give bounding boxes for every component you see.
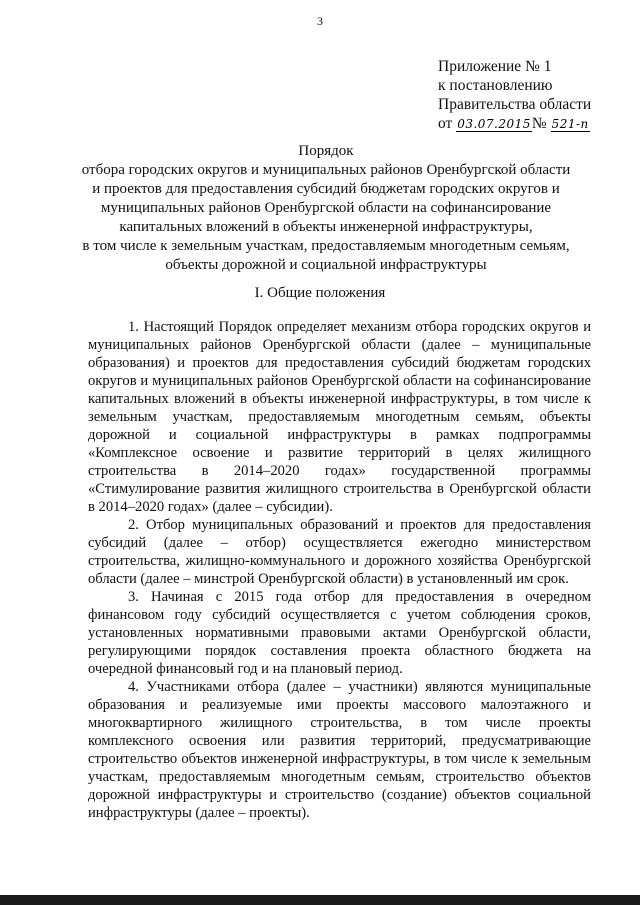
title-line: и проектов для предоставления субсидий бюджетам городских округов и bbox=[92, 181, 560, 197]
document-body bbox=[88, 318, 591, 822]
handwritten-date: 03.07.2015 bbox=[457, 117, 531, 131]
paragraph-1: 1. Настоящий Порядок определяет механизм отбора городских округов и муниципальных районов Оренбургской области (далее – муниципальные образования) и проектов для предоставления субсидий бюджетам городских округов и муниципальных районов Оренбургской области на софинансирование капитальных вложений в объекты инженерной инфраструктуры, в том числе к земельным участкам, предоставляемым многодетным семьям, объекты дорожной и социальной инфраструктуры в рамках подпрограммы «Комплексное освоение и развитие территорий в целях жилищного строительства в 2014–2020 годах» государственной программы «Стимулирование развития жилищного строительства в Оренбургской области в 2014–2020 годах» (далее – субсидии). bbox=[88, 319, 591, 515]
appendix-date-line bbox=[438, 114, 591, 134]
section-heading: I. Общие положения bbox=[254, 285, 386, 301]
date-prefix: от bbox=[438, 115, 453, 132]
paragraph-3: 3. Начиная с 2015 года отбор для предоставления в очередном финансовом году субсидий осуществляется с учетом соблюдения сроков, установленных нормативными правовыми актами Оренбургской области, регулирующими порядок составления проекта областного бюджета на очередной финансовый год и на плановый период. bbox=[88, 589, 591, 677]
title-line: муниципальных районов Оренбургской области на софинансирование bbox=[100, 200, 552, 216]
appendix-block bbox=[438, 57, 591, 134]
title-heading: Порядок bbox=[298, 143, 354, 159]
document-title bbox=[60, 142, 592, 275]
appendix-title: Приложение № 1 bbox=[438, 58, 552, 75]
handwritten-number: 521-п bbox=[551, 117, 589, 131]
title-line: объекты дорожной и социальной инфраструктуры bbox=[165, 257, 487, 273]
appendix-ref-line: к постановлению bbox=[438, 77, 553, 94]
paragraph-4: 4. Участниками отбора (далее – участники) являются муниципальные образования и реализуемые ими проекты массового малоэтажного и многоквартирного жилищного строительства, в том числе проекты комплексного освоения или развития территорий, предусматривающие строительство объектов инженерной инфраструктуры, в том числе к земельным участкам, предоставляемым многодетным семьям, строительство объектов дорожной инфраструктуры и строительство (создание) объектов социальной инфраструктуры (далее – проекты). bbox=[88, 679, 591, 821]
page-number: 3 bbox=[317, 14, 323, 28]
appendix-authority: Правительства области bbox=[438, 96, 592, 113]
title-line: отбора городских округов и муниципальных районов Оренбургской области bbox=[81, 162, 571, 178]
title-line: в том числе к земельным участкам, предоставляемым многодетным семьям, bbox=[82, 238, 570, 254]
number-prefix: № bbox=[531, 115, 547, 132]
paragraph-2: 2. Отбор муниципальных образований и проектов для предоставления субсидий (далее – отбор) осуществляется ежегодно министерством строительства, жилищно-коммунального и дорожного хозяйства Оренбургской области (далее – минстрой Оренбургской области) в установленный им срок. bbox=[88, 517, 591, 587]
title-line: капитальных вложений в объекты инженерной инфраструктуры, bbox=[119, 219, 533, 235]
scan-edge-bar bbox=[0, 895, 640, 905]
